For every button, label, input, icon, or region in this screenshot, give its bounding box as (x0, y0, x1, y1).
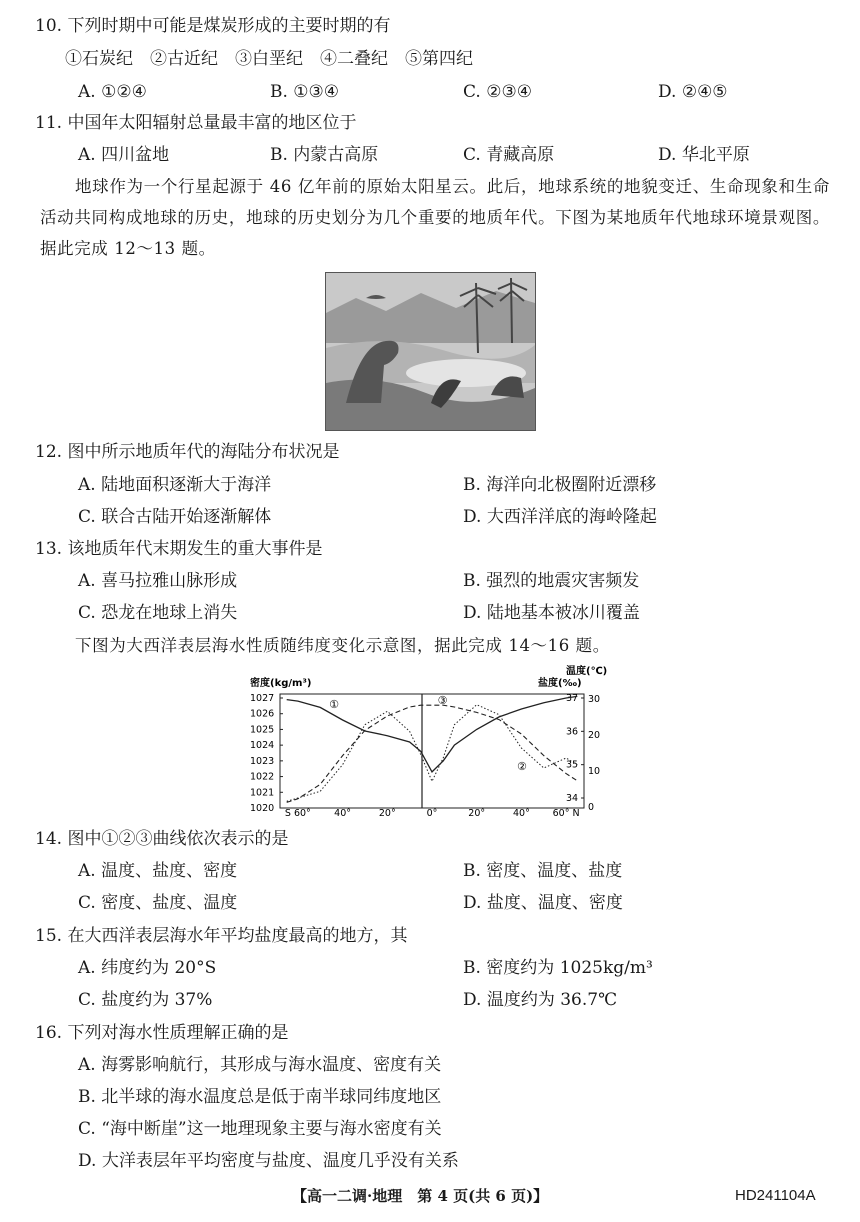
density-tick-label: 1024 (250, 740, 275, 752)
question-16-stem: 16. 下列对海水性质理解正确的是 (35, 1023, 289, 1043)
question-10-option-a: A. ①②④ (78, 82, 147, 102)
question-12-option-d: D. 大西洋洋底的海岭隆起 (463, 507, 657, 527)
salinity-tick-label: 36 (566, 726, 579, 738)
question-14-option-a: A. 温度、盐度、密度 (78, 861, 238, 881)
latitude-tick-label: 0° (426, 808, 438, 818)
salinity-curve (287, 705, 578, 802)
question-14-option-c: C. 密度、盐度、温度 (78, 893, 238, 913)
density-tick-label: 1022 (250, 771, 275, 783)
density-tick-label: 1026 (250, 708, 275, 720)
question-13-option-d: D. 陆地基本被冰川覆盖 (463, 603, 640, 623)
temperature-axis-label: 温度(℃) (566, 666, 608, 677)
page-footer-title: 【高一二调·地理 第 4 页(共 6 页)】 (292, 1187, 549, 1205)
question-13-stem: 13. 该地质年代末期发生的重大事件是 (35, 539, 323, 559)
question-11-option-d: D. 华北平原 (658, 145, 750, 165)
question-14-option-d: D. 盐度、温度、密度 (463, 893, 623, 913)
exam-code: HD241104A (735, 1187, 816, 1204)
density-axis-label: 密度(kg/m³) (250, 678, 312, 689)
latitude-tick-label: 20° (378, 808, 396, 818)
question-10-option-c: C. ②③④ (463, 82, 532, 102)
question-10-stem: 10. 下列时期中可能是煤炭形成的主要时期的有 (35, 16, 391, 36)
question-11-option-c: C. 青藏高原 (463, 145, 555, 165)
curve-label: ③ (437, 694, 448, 707)
temperature-tick-label: 10 (588, 766, 601, 777)
curve-label: ① (329, 698, 340, 711)
density-tick-label: 1021 (250, 787, 275, 799)
latitude-tick-label: 40° (334, 808, 352, 818)
question-16-option-b: B. 北半球的海水温度总是低于南半球同纬度地区 (78, 1087, 442, 1107)
question-16-option-d: D. 大洋表层年平均密度与盐度、温度几乎没有关系 (78, 1151, 459, 1171)
question-14-stem: 14. 图中①②③曲线依次表示的是 (35, 829, 289, 849)
salinity-tick-label: 37 (566, 693, 579, 704)
salinity-tick-label: 34 (566, 793, 579, 804)
question-13-option-a: A. 喜马拉雅山脉形成 (78, 571, 238, 591)
question-15-option-a: A. 纬度约为 20°S (78, 958, 217, 978)
question-15-stem: 15. 在大西洋表层海水年平均盐度最高的地方，其 (35, 926, 408, 946)
latitude-tick-label: 20° (468, 808, 486, 818)
curve-label: ② (516, 760, 527, 773)
passage-atlantic-chart: 下图为大西洋表层海水性质随纬度变化示意图，据此完成 14～16 题。 (75, 636, 610, 655)
question-14-option-b: B. 密度、温度、盐度 (463, 861, 623, 881)
question-12-option-b: B. 海洋向北极圈附近漂移 (463, 475, 657, 495)
question-16-option-c: C. “海中断崖”这一地理现象主要与海水密度有关 (78, 1119, 442, 1139)
question-10-option-d: D. ②④⑤ (658, 82, 728, 102)
density-tick-label: 1023 (250, 755, 275, 767)
salinity-tick-label: 35 (566, 759, 579, 771)
passage-geologic-era: 地球作为一个行星起源于 46 亿年前的原始太阳星云。此后，地球系统的地貌变迁、生命现象和生命活动共同构成地球的历史，地球的历史划分为几个重要的地质年代。下图为某地质年代地球环境景观图。据此完成 12～13 题。 (40, 177, 830, 258)
question-12-stem: 12. 图中所示地质年代的海陆分布状况是 (35, 442, 340, 462)
atlantic-surface-seawater-chart (248, 664, 614, 818)
question-11-option-a: A. 四川盆地 (78, 145, 170, 165)
question-13-option-b: B. 强烈的地震灾害频发 (463, 571, 640, 591)
temperature-tick-label: 30 (588, 694, 601, 705)
question-12-option-c: C. 联合古陆开始逐渐解体 (78, 507, 272, 527)
question-11-stem: 11. 中国年太阳辐射总量最丰富的地区位于 (35, 113, 357, 133)
latitude-tick-label: 60° N (552, 808, 580, 818)
question-12-option-a: A. 陆地面积逐渐大于海洋 (78, 475, 272, 495)
salinity-axis-label: 盐度(‰) (538, 678, 582, 689)
temperature-tick-label: 0 (588, 802, 595, 813)
geologic-era-landscape-image (325, 272, 536, 431)
latitude-tick-label: S 60° (284, 808, 311, 818)
question-13-option-c: C. 恐龙在地球上消失 (78, 603, 238, 623)
latitude-tick-label: 40° (512, 808, 530, 818)
density-tick-label: 1020 (250, 803, 275, 814)
question-15-option-c: C. 盐度约为 37% (78, 990, 213, 1010)
question-10-option-b: B. ①③④ (270, 82, 340, 102)
question-15-option-b: B. 密度约为 1025kg/m³ (463, 958, 653, 978)
question-16-option-a: A. 海雾影响航行，其形成与海水温度、密度有关 (78, 1055, 442, 1075)
density-tick-label: 1025 (250, 724, 275, 736)
question-10-items: ①石炭纪 ②古近纪 ③白垩纪 ④二叠纪 ⑤第四纪 (65, 49, 473, 69)
temperature-tick-label: 20 (588, 730, 601, 741)
density-tick-label: 1027 (250, 693, 275, 704)
temperature-curve (287, 705, 578, 802)
question-15-option-d: D. 温度约为 36.7℃ (463, 990, 618, 1010)
question-11-option-b: B. 内蒙古高原 (270, 145, 379, 165)
